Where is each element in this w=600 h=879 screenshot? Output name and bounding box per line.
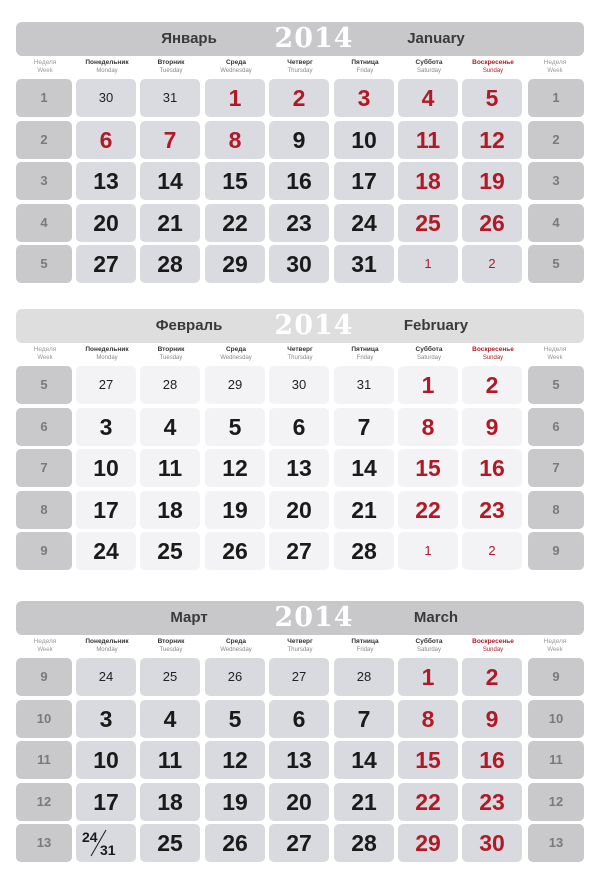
weekday-label-en: Tuesday [159, 355, 183, 361]
year-label: 2014 [274, 23, 354, 54]
weekday-label-ru: Неделя [33, 638, 57, 645]
weekday-label-en: Week [37, 355, 53, 361]
day-cell: 30 [462, 824, 522, 862]
day-cell: 22 [398, 491, 458, 529]
weekday-header [140, 346, 202, 362]
weekday-label-ru: Понедельник [85, 638, 129, 645]
day-cell: 8 [398, 408, 458, 446]
day-cell: 25 [140, 658, 200, 696]
day-cell: 21 [334, 783, 394, 821]
week-number: 7 [528, 449, 584, 487]
month-header [16, 601, 584, 635]
day-cell: 27 [76, 366, 136, 404]
day-cell: 14 [334, 741, 394, 779]
month-name-en: January [407, 30, 465, 47]
day-cell: 11 [398, 121, 458, 159]
day-cell: 19 [462, 162, 522, 200]
weekday-label-en: Thursday [287, 647, 313, 653]
week-number: 4 [528, 204, 584, 242]
day-cell: 26 [205, 658, 265, 696]
day-cell: 24 [76, 532, 136, 570]
week-number: 5 [16, 366, 72, 404]
day-cell: 29 [398, 824, 458, 862]
weekday-header [398, 638, 460, 654]
day-cell: 10 [76, 741, 136, 779]
week-column-header [14, 59, 76, 75]
year-label: 2014 [274, 602, 354, 633]
weekday-header [462, 59, 524, 75]
day-cell: 8 [398, 700, 458, 738]
month-header [16, 309, 584, 343]
day-number: 24 [82, 829, 98, 845]
week-number: 1 [528, 79, 584, 117]
weekday-label-ru: Неделя [543, 346, 567, 353]
day-cell: 24 [76, 658, 136, 696]
week-column-header [524, 638, 586, 654]
day-cell: 25 [398, 204, 458, 242]
day-cell: 28 [334, 824, 394, 862]
day-cell: 25 [140, 824, 200, 862]
weekday-label-en: Week [37, 647, 53, 653]
week-number: 5 [528, 245, 584, 283]
weekday-label-ru: Суббота [415, 59, 443, 66]
weekday-header [76, 638, 138, 654]
weekday-label-ru: Неделя [543, 638, 567, 645]
week-number: 9 [16, 532, 72, 570]
weekday-label-en: Sunday [482, 647, 504, 653]
day-cell: 16 [462, 449, 522, 487]
weekday-label-en: Sunday [482, 355, 504, 361]
day-cell: 23 [462, 491, 522, 529]
day-cell: 18 [140, 491, 200, 529]
weekday-label-en: Saturday [416, 355, 441, 361]
day-cell: 7 [140, 121, 200, 159]
day-cell: 4 [140, 408, 200, 446]
weekday-header [462, 346, 524, 362]
day-cell: 17 [76, 491, 136, 529]
day-cell: 9 [462, 408, 522, 446]
day-cell: 26 [205, 824, 265, 862]
weekday-label-ru: Неделя [33, 346, 57, 353]
day-cell: 26 [205, 532, 265, 570]
day-cell: 14 [334, 449, 394, 487]
week-number: 9 [528, 532, 584, 570]
week-number: 13 [528, 824, 584, 862]
day-cell: 27 [76, 245, 136, 283]
month-name-en: February [403, 317, 469, 334]
weekday-header [269, 59, 331, 75]
day-cell: 16 [462, 741, 522, 779]
weekday-header [76, 346, 138, 362]
weekday-label-ru: Четверг [287, 59, 313, 66]
week-number: 7 [16, 449, 72, 487]
month-header [16, 22, 584, 56]
day-cell: 31 [334, 245, 394, 283]
week-number: 3 [528, 162, 584, 200]
week-number: 11 [16, 741, 72, 779]
weekday-label-ru: Воскресенье [472, 638, 514, 645]
day-cell: 30 [269, 245, 329, 283]
day-cell: 20 [76, 204, 136, 242]
year-label: 2014 [274, 310, 354, 341]
month-name-ru: Январь [161, 30, 217, 47]
weekday-label-ru: Вторник [157, 59, 185, 66]
weekday-header [140, 59, 202, 75]
day-cell: 26 [462, 204, 522, 242]
weekday-label-ru: Пятница [351, 346, 379, 353]
day-cell: 27 [269, 658, 329, 696]
day-cell: 2 [462, 658, 522, 696]
day-cell: 3 [76, 700, 136, 738]
week-number: 10 [16, 700, 72, 738]
weekday-label-ru: Понедельник [85, 346, 129, 353]
weekday-label-en: Friday [356, 68, 374, 74]
day-cell: 19 [205, 783, 265, 821]
week-number: 6 [528, 408, 584, 446]
weekday-header [269, 638, 331, 654]
weekday-label-ru: Вторник [157, 346, 185, 353]
day-cell: 20 [269, 783, 329, 821]
weekday-header [462, 638, 524, 654]
week-number: 1 [16, 79, 72, 117]
weekday-header [398, 346, 460, 362]
weekday-label-en: Saturday [416, 647, 441, 653]
day-cell: 12 [205, 449, 265, 487]
day-cell: 9 [269, 121, 329, 159]
week-number: 11 [528, 741, 584, 779]
day-cell: 23 [462, 783, 522, 821]
day-cell: 4 [398, 79, 458, 117]
day-cell: 27 [269, 824, 329, 862]
day-cell: 1 [398, 366, 458, 404]
week-number: 8 [528, 491, 584, 529]
day-cell: 23 [269, 204, 329, 242]
day-cell: 24 [334, 204, 394, 242]
day-cell: 30 [76, 79, 136, 117]
day-cell: 15 [398, 449, 458, 487]
weekday-label-ru: Среда [225, 346, 247, 353]
day-cell: 12 [462, 121, 522, 159]
day-cell: 30 [269, 366, 329, 404]
weekday-label-en: Week [547, 647, 563, 653]
month-name-ru: Март [170, 609, 208, 626]
weekday-header [205, 59, 267, 75]
weekday-label-ru: Суббота [415, 346, 443, 353]
week-number: 5 [528, 366, 584, 404]
weekday-header [205, 638, 267, 654]
weekday-header [334, 638, 396, 654]
weekday-header [269, 346, 331, 362]
week-column-header [14, 638, 76, 654]
day-cell: 28 [334, 532, 394, 570]
weekday-label-en: Wednesday [220, 647, 252, 653]
week-number: 2 [528, 121, 584, 159]
day-cell: 18 [140, 783, 200, 821]
weekday-header [140, 638, 202, 654]
weekday-header [334, 59, 396, 75]
day-cell: 27 [269, 532, 329, 570]
day-cell: 13 [269, 741, 329, 779]
day-cell: 6 [269, 700, 329, 738]
weekday-label-en: Week [547, 355, 563, 361]
day-cell: 28 [334, 658, 394, 696]
day-cell: 5 [462, 79, 522, 117]
day-cell: 29 [205, 245, 265, 283]
week-number: 9 [16, 658, 72, 696]
day-cell: 18 [398, 162, 458, 200]
day-cell: 8 [205, 121, 265, 159]
weekday-label-ru: Четверг [287, 638, 313, 645]
day-cell: 2 [269, 79, 329, 117]
day-cell: 15 [205, 162, 265, 200]
day-cell: 7 [334, 700, 394, 738]
weekday-label-ru: Суббота [415, 638, 443, 645]
week-number: 5 [16, 245, 72, 283]
day-cell: 5 [205, 700, 265, 738]
day-cell: 9 [462, 700, 522, 738]
day-cell: 2 [462, 245, 522, 283]
day-cell: 7 [334, 408, 394, 446]
weekday-header [334, 346, 396, 362]
day-cell: 1 [205, 79, 265, 117]
weekday-label-en: Wednesday [220, 68, 252, 74]
weekday-label-en: Week [37, 68, 53, 74]
week-number: 10 [528, 700, 584, 738]
day-cell: 16 [269, 162, 329, 200]
day-cell: 22 [398, 783, 458, 821]
month-name-ru: Февраль [155, 317, 223, 334]
weekday-label-en: Sunday [482, 68, 504, 74]
day-cell: 13 [269, 449, 329, 487]
day-cell: 13 [76, 162, 136, 200]
weekday-header [76, 59, 138, 75]
weekday-label-en: Week [547, 68, 563, 74]
day-cell: 28 [140, 366, 200, 404]
weekday-label-en: Monday [96, 68, 118, 74]
weekday-label-ru: Четверг [287, 346, 313, 353]
day-cell: 28 [140, 245, 200, 283]
week-column-header [14, 346, 76, 362]
weekday-label-en: Friday [356, 647, 374, 653]
weekday-label-ru: Неделя [33, 59, 57, 66]
day-cell: 3 [334, 79, 394, 117]
weekday-label-ru: Неделя [543, 59, 567, 66]
weekday-label-ru: Пятница [351, 59, 379, 66]
weekday-label-ru: Пятница [351, 638, 379, 645]
day-cell: 12 [205, 741, 265, 779]
day-cell: 11 [140, 449, 200, 487]
week-number: 2 [16, 121, 72, 159]
day-cell: 1 [398, 245, 458, 283]
weekday-label-en: Monday [96, 647, 118, 653]
day-cell: 17 [76, 783, 136, 821]
weekday-label-en: Wednesday [220, 355, 252, 361]
day-cell: 10 [76, 449, 136, 487]
day-cell: 1 [398, 532, 458, 570]
week-number: 12 [528, 783, 584, 821]
weekday-header [398, 59, 460, 75]
day-cell: 31 [334, 366, 394, 404]
day-cell: 15 [398, 741, 458, 779]
week-number: 9 [528, 658, 584, 696]
day-cell: 21 [334, 491, 394, 529]
weekday-label-ru: Среда [225, 638, 247, 645]
day-number: 31 [100, 842, 116, 858]
weekday-label-en: Tuesday [159, 647, 183, 653]
weekday-label-en: Friday [356, 355, 374, 361]
weekday-label-ru: Воскресенье [472, 59, 514, 66]
weekday-header [205, 346, 267, 362]
day-cell [76, 824, 136, 862]
day-cell: 17 [334, 162, 394, 200]
week-number: 3 [16, 162, 72, 200]
day-cell: 31 [140, 79, 200, 117]
weekday-label-ru: Воскресенье [472, 346, 514, 353]
weekday-label-ru: Понедельник [85, 59, 129, 66]
weekday-label-en: Monday [96, 355, 118, 361]
day-cell: 19 [205, 491, 265, 529]
day-cell: 20 [269, 491, 329, 529]
day-cell: 11 [140, 741, 200, 779]
week-number: 12 [16, 783, 72, 821]
weekday-label-en: Saturday [416, 68, 441, 74]
day-cell: 29 [205, 366, 265, 404]
month-name-en: March [413, 609, 459, 626]
day-cell: 3 [76, 408, 136, 446]
day-cell: 1 [398, 658, 458, 696]
day-cell: 2 [462, 532, 522, 570]
weekday-label-ru: Среда [225, 59, 247, 66]
week-number: 13 [16, 824, 72, 862]
day-cell: 6 [76, 121, 136, 159]
day-cell: 4 [140, 700, 200, 738]
day-cell: 2 [462, 366, 522, 404]
week-number: 4 [16, 204, 72, 242]
weekday-label-en: Tuesday [159, 68, 183, 74]
day-cell: 14 [140, 162, 200, 200]
weekday-label-ru: Вторник [157, 638, 185, 645]
day-cell: 21 [140, 204, 200, 242]
week-column-header [524, 59, 586, 75]
day-cell: 10 [334, 121, 394, 159]
weekday-label-en: Thursday [287, 68, 313, 74]
day-cell: 25 [140, 532, 200, 570]
week-column-header [524, 346, 586, 362]
week-number: 6 [16, 408, 72, 446]
weekday-label-en: Thursday [287, 355, 313, 361]
day-cell: 22 [205, 204, 265, 242]
day-cell: 5 [205, 408, 265, 446]
day-cell: 6 [269, 408, 329, 446]
week-number: 8 [16, 491, 72, 529]
